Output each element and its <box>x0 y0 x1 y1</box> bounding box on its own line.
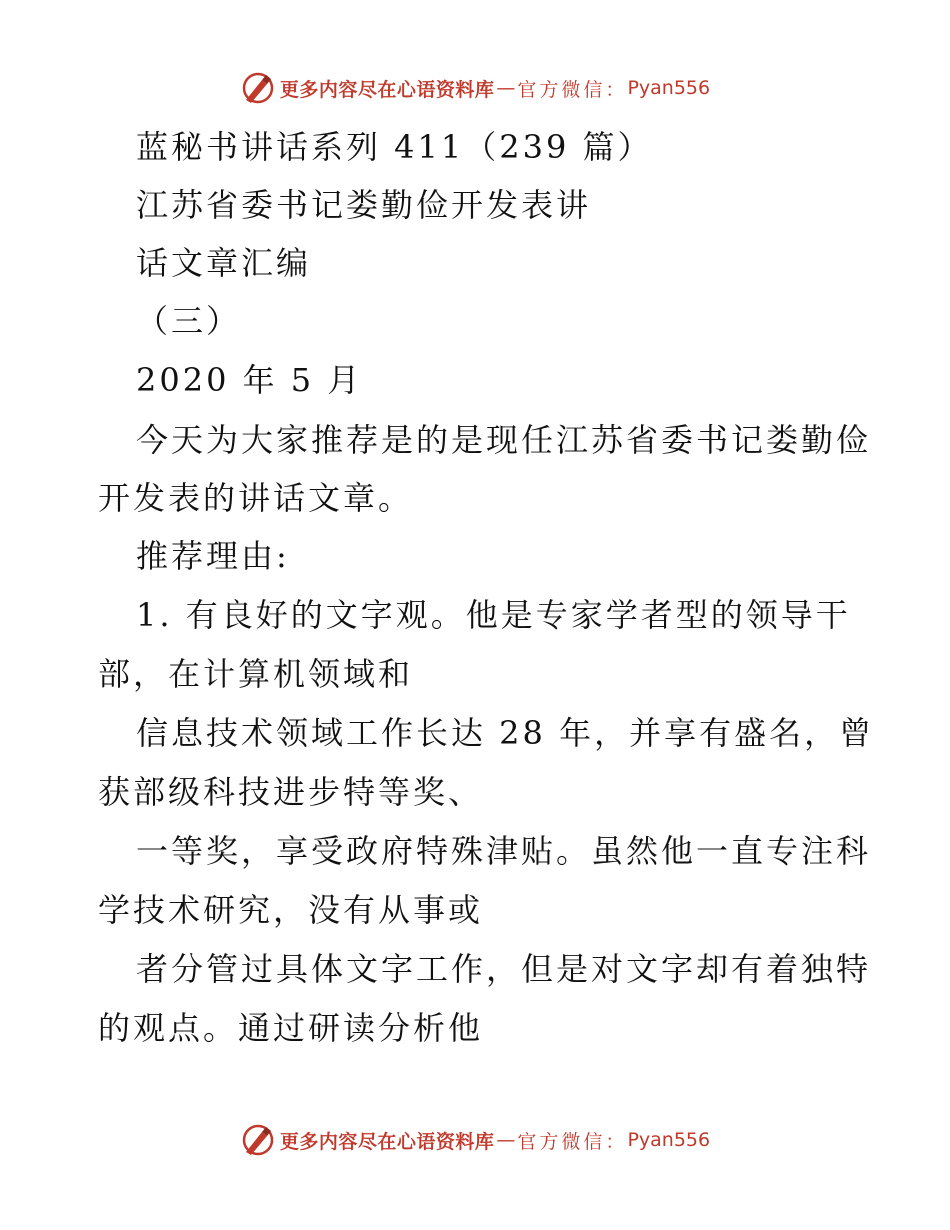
footer-watermark-banner <box>0 1122 950 1158</box>
banner-dash: — <box>496 1129 516 1151</box>
banner-wechat-id: Pyan556 <box>627 1129 711 1151</box>
banner-sub-text: 官方微信： <box>517 78 628 101</box>
banner-dash: — <box>496 77 516 99</box>
doc-line: 开发表的讲话文章。 <box>98 479 414 517</box>
doc-line: 获部级科技进步特等奖、 <box>98 773 484 811</box>
doc-line: 部，在计算机领域和 <box>98 655 414 693</box>
doc-line: 1. 有良好的文字观。他是专家学者型的领导干 <box>136 596 851 634</box>
pen-logo-icon <box>240 1122 276 1158</box>
doc-line: 者分管过具体文字工作，但是对文字却有着独特 <box>136 950 872 988</box>
doc-line: 学技术研究，没有从事或 <box>98 891 484 929</box>
doc-line: 话文章汇编 <box>136 244 312 282</box>
header-watermark-banner <box>0 70 950 106</box>
banner-main-text: 更多内容尽在心语资料库 <box>279 1130 495 1153</box>
banner-main-text: 更多内容尽在心语资料库 <box>279 78 495 101</box>
doc-line: 蓝秘书讲话系列 411（239 篇） <box>136 128 653 166</box>
doc-line: 2020 年 5 月 <box>136 361 363 399</box>
banner-wechat-id: Pyan556 <box>627 77 711 99</box>
doc-line: 推荐理由: <box>136 537 290 575</box>
doc-line: 今天为大家推荐是的是现任江苏省委书记娄勤俭 <box>136 421 872 459</box>
pen-logo-icon <box>240 70 276 106</box>
doc-line: 江苏省委书记娄勤俭开发表讲 <box>136 186 592 224</box>
doc-line: 一等奖，享受政府特殊津贴。虽然他一直专注科 <box>136 832 872 870</box>
doc-line: 的观点。通过研读分析他 <box>98 1009 484 1047</box>
banner-sub-text: 官方微信： <box>517 1130 628 1153</box>
doc-line: （三） <box>136 302 242 340</box>
doc-line: 信息技术领域工作长达 28 年，并享有盛名，曾 <box>136 714 875 752</box>
